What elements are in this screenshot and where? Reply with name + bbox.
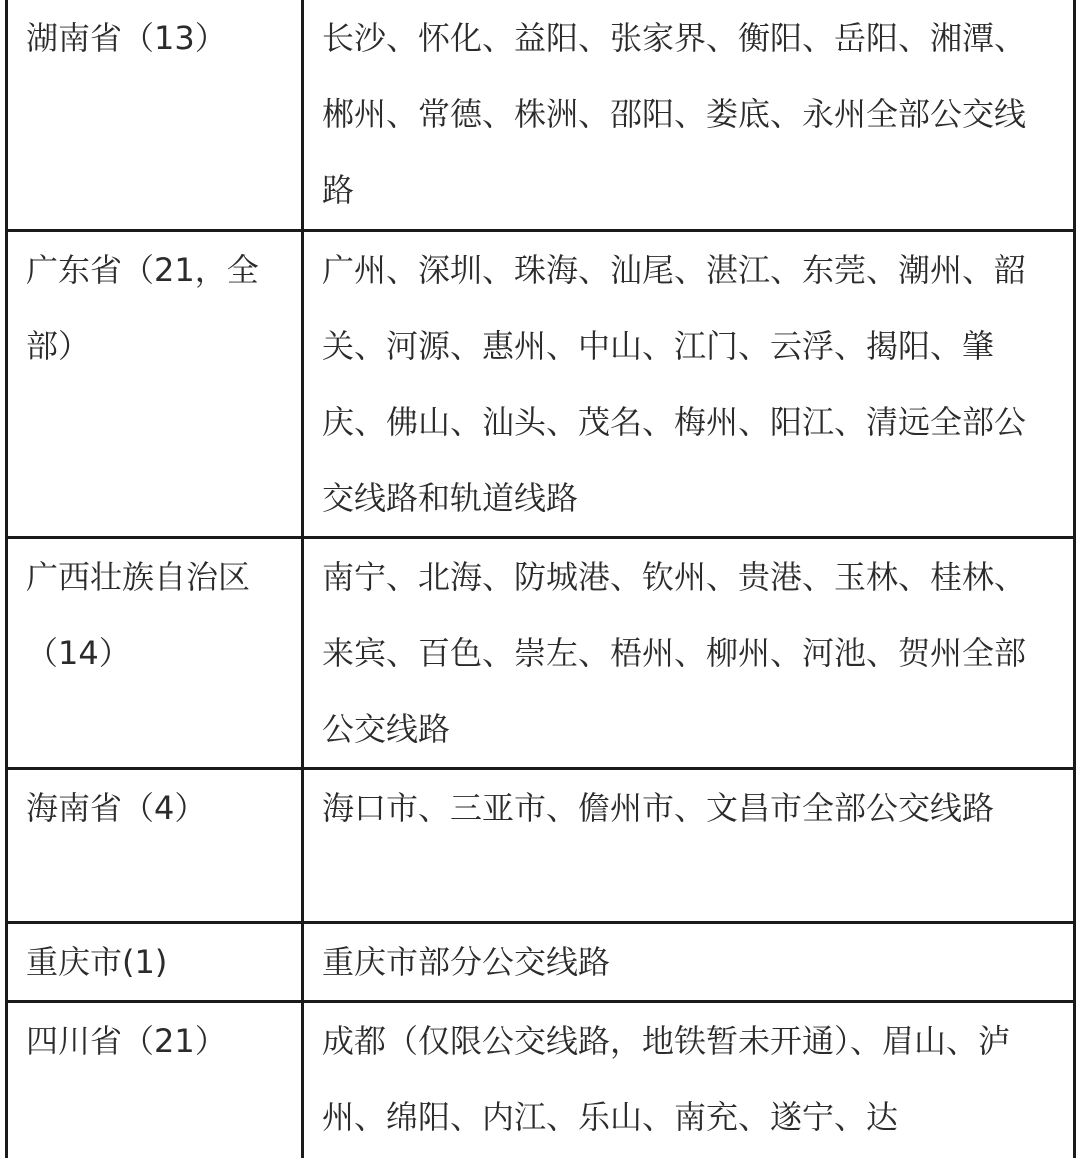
cities-cell (303, 769, 1075, 923)
cities-cell (303, 923, 1075, 1002)
table-row (7, 0, 1075, 231)
province-label: 海南省（4） (26, 789, 207, 827)
province-label: 广西壮族自治区（14） (26, 558, 251, 672)
table-row (7, 231, 1075, 538)
cities-cell (303, 231, 1075, 538)
province-label: 四川省（21） (26, 1022, 227, 1060)
province-label: 湖南省（13） (26, 19, 227, 57)
cities-text: 广州、深圳、珠海、汕尾、湛江、东莞、潮州、韶关、河源、惠州、中山、江门、云浮、揭阳、肇庆、佛山、汕头、茂名、梅州、阳江、清远全部公交线路和轨道线路 (322, 251, 1027, 517)
cities-cell (303, 538, 1075, 769)
cities-text: 重庆市部分公交线路 (322, 943, 611, 981)
province-cell (7, 538, 303, 769)
cities-text: 成都（仅限公交线路，地铁暂未开通）、眉山、泸州、绵阳、内江、乐山、南充、遂宁、达 (322, 1022, 1011, 1136)
province-cell (7, 1002, 303, 1158)
cities-text: 长沙、怀化、益阳、张家界、衡阳、岳阳、湘潭、郴州、常德、株洲、邵阳、娄底、永州全部公交线路 (322, 19, 1027, 209)
province-cell (7, 231, 303, 538)
cities-cell (303, 1002, 1075, 1158)
table-row (7, 923, 1075, 1002)
cities-text: 南宁、北海、防城港、钦州、贵港、玉林、桂林、来宾、百色、崇左、梧州、柳州、河池、贺州全部公交线路 (322, 558, 1027, 748)
table-row (7, 769, 1075, 923)
province-cell (7, 923, 303, 1002)
province-label: 广东省（21，全部） (26, 251, 259, 365)
city-route-table (5, 0, 1076, 1158)
cities-text: 海口市、三亚市、儋州市、文昌市全部公交线路 (322, 789, 995, 827)
province-cell (7, 0, 303, 231)
cities-cell (303, 0, 1075, 231)
province-label: 重庆市(1) (26, 943, 168, 981)
table-row (7, 538, 1075, 769)
table-row (7, 1002, 1075, 1158)
province-cell (7, 769, 303, 923)
